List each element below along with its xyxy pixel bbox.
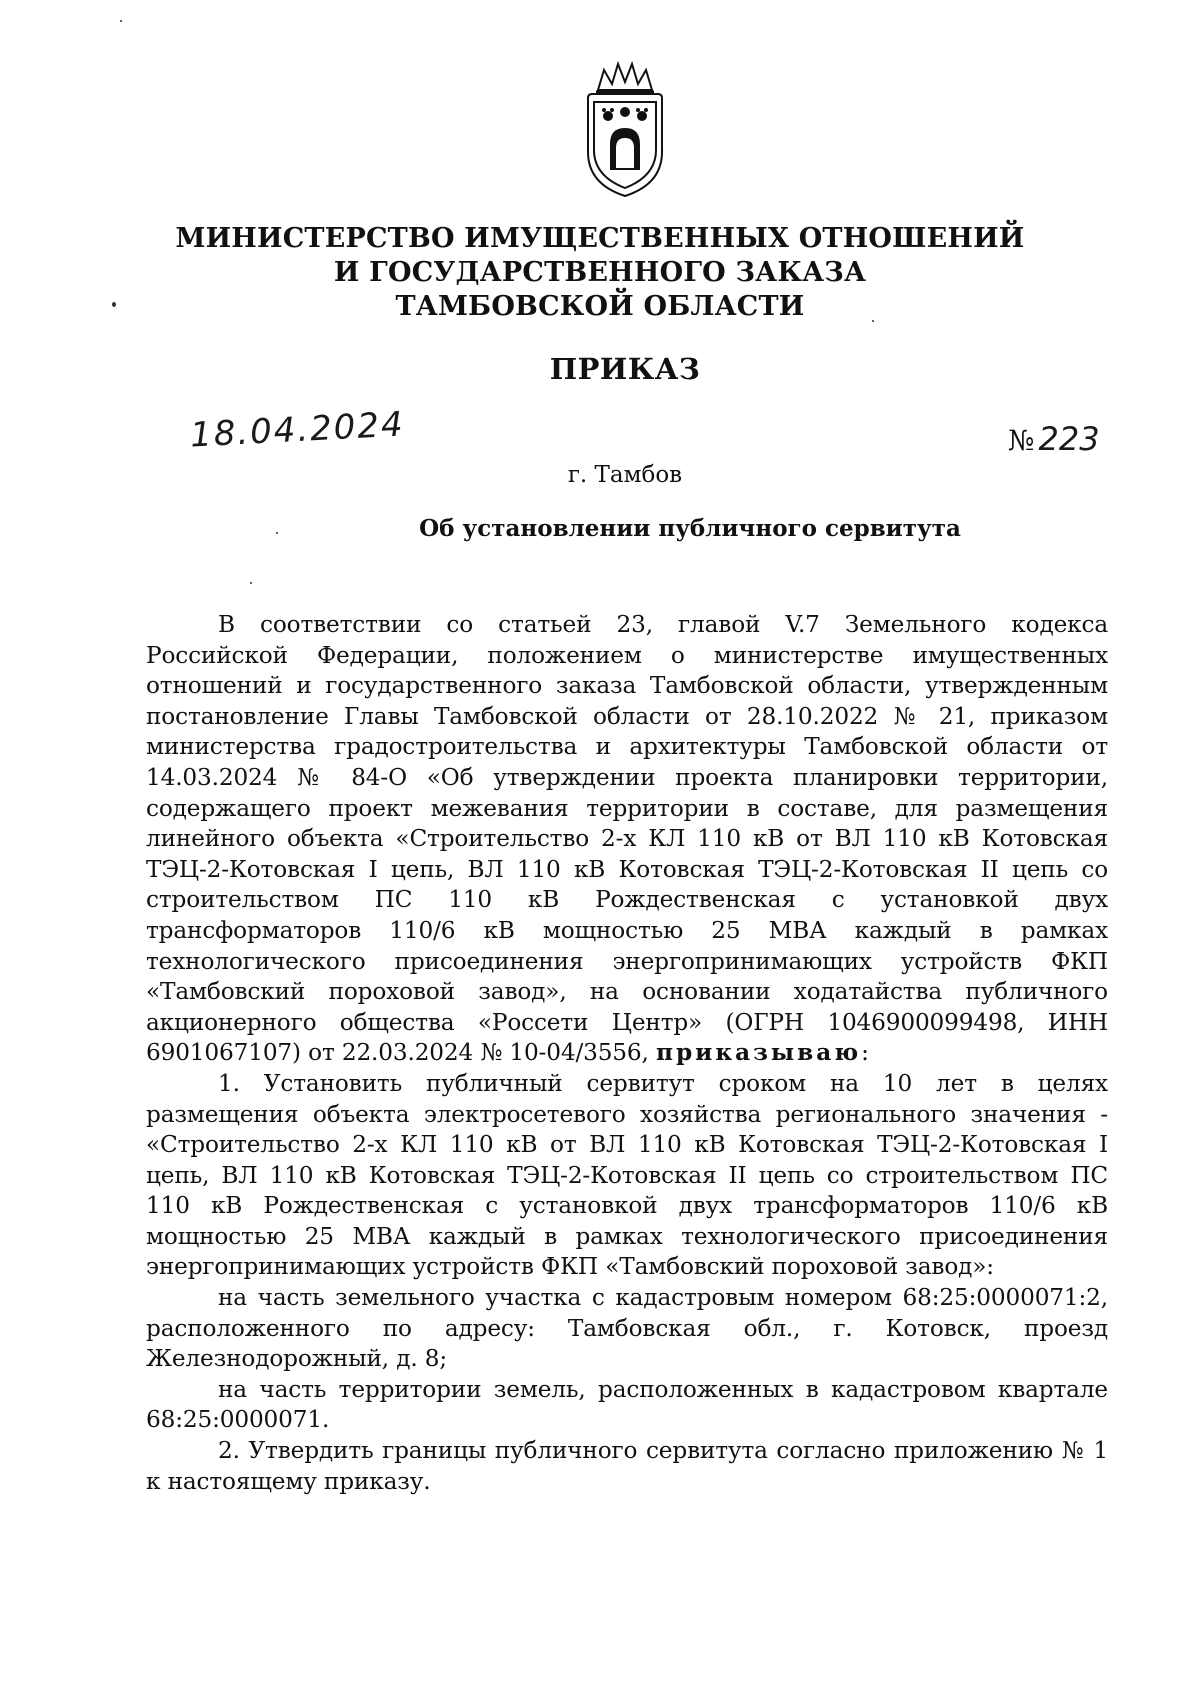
preamble-end: : bbox=[861, 1039, 869, 1067]
body-paragraph-item-2: 2. Утвердить границы публичного сервитута согласно приложению № 1 к настоящему приказу. bbox=[146, 1437, 1108, 1495]
document-number bbox=[1008, 420, 1100, 458]
document-body bbox=[146, 610, 1108, 1497]
ministry-name-line-3: ТАМБОВСКОЙ ОБЛАСТИ bbox=[395, 291, 805, 322]
scan-speck bbox=[276, 532, 278, 534]
body-paragraph-territory: на часть территории земель, расположенных в кадастровом квартале 68:25:0000071. bbox=[146, 1375, 1108, 1434]
ministry-name-line-2: И ГОСУДАРСТВЕННОГО ЗАКАЗА bbox=[333, 257, 867, 288]
body-paragraph-item-1: 1. Установить публичный сервитут сроком на 10 лет в целях размещения объекта электросетевого хозяйства регионального значения - «Строительство 2-х КЛ 110 кВ от ВЛ 110 кВ Котовская ТЭЦ-2-Котовская I цепь, ВЛ 110 кВ Котовская ТЭЦ-2-Котовская II цепь со строительством ПС 110 кВ Рождественская с установкой двух трансформаторов 110/6 кВ мощностью 25 МВА каждый в рамках технологического присоединения энергопринимающих устройств ФКП «Тамбовский пороховой завод»: bbox=[146, 1069, 1108, 1281]
handwritten-date: 18.04.2024 bbox=[189, 404, 406, 456]
scan-speck bbox=[120, 20, 122, 22]
document-subject: Об установлении публичного сервитута bbox=[419, 515, 961, 542]
city-line: г. Тамбов bbox=[567, 462, 683, 488]
handwritten-number: 223 bbox=[1038, 420, 1100, 458]
number-label: № bbox=[1008, 424, 1035, 457]
ministry-name-line-1: МИНИСТЕРСТВО ИМУЩЕСТВЕННЫХ ОТНОШЕНИЙ bbox=[175, 223, 1025, 254]
scan-speck bbox=[112, 302, 116, 307]
scan-speck bbox=[872, 320, 874, 322]
ministry-name bbox=[150, 222, 1050, 324]
order-word: приказываю bbox=[655, 1039, 862, 1067]
preamble-text: В соответствии со статьей 23, главой V.7 Земельного кодекса Российской Федерации, положением о министерстве имущественных отношений и государственного заказа Тамбовской области, утвержденным постановление Главы Тамбовской области от 28.10.2022 № 21, приказом министерства градостроительства и архитектуры Тамбовской области от 14.03.2024 № 84-О «Об утверждении проекта планировки территории, содержащего проект межевания территории в составе, для размещения линейного объекта «Строительство 2-х КЛ 110 кВ от ВЛ 110 кВ Котовская ТЭЦ-2-Котовская I цепь, ВЛ 110 кВ Котовская ТЭЦ-2-Котовская II цепь со строительством ПС 110 кВ Рождественская с установкой двух трансформаторов 110/6 кВ мощностью 25 МВА каждый в рамках технологического присоединения энергопринимающих устройств ФКП «Тамбовский пороховой завод», на основании ходатайства публичного акционерного общества «Россети Центр» (ОГРН 1046900099498, ИНН 6901067107) от 22.03.2024 № 10-04/3556, bbox=[146, 611, 1108, 1067]
coat-of-arms-emblem bbox=[580, 60, 670, 200]
body-paragraph-preamble bbox=[146, 610, 1108, 1069]
document-type-title: ПРИКАЗ bbox=[549, 352, 701, 386]
scan-speck bbox=[250, 582, 252, 584]
body-paragraph-land-plot: на часть земельного участка с кадастровым номером 68:25:0000071:2, расположенного по адресу: Тамбовская обл., г. Котовск, проезд Железнодорожный, д. 8; bbox=[146, 1284, 1108, 1373]
